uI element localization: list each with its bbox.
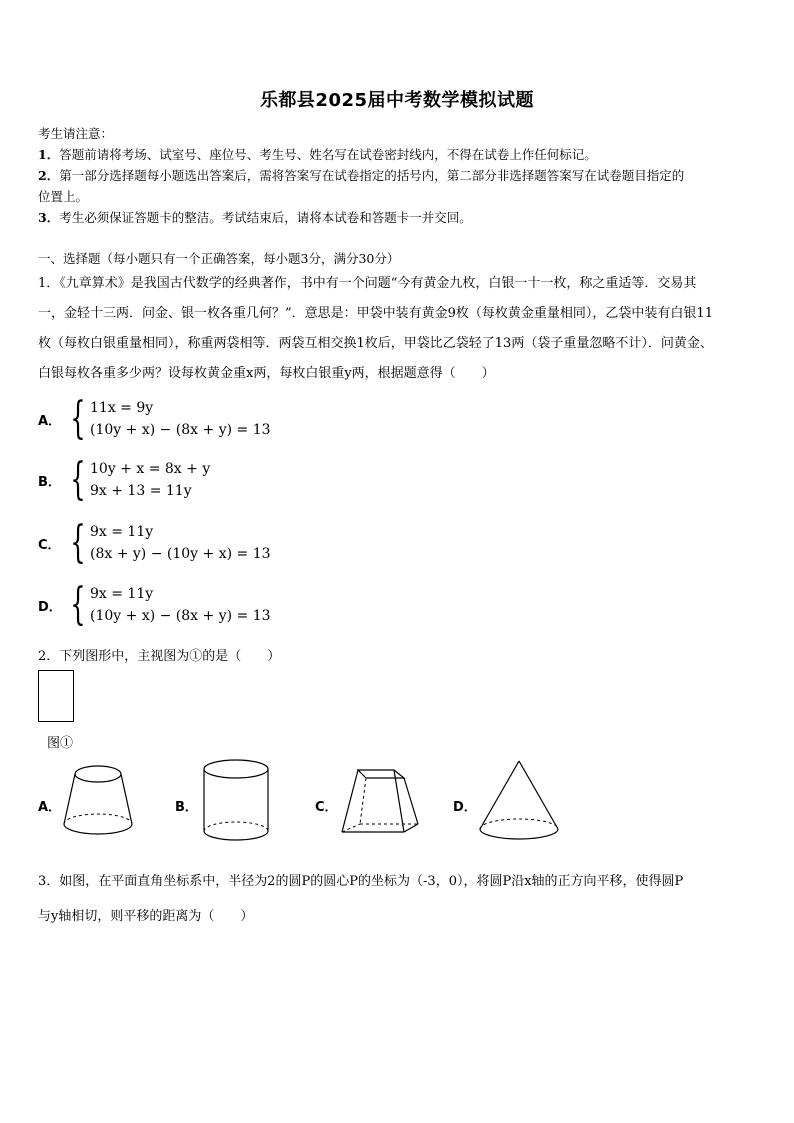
equation: (10y + x) − (8x + y) = 13 (90, 608, 271, 624)
q1-text-line: 一，金轻十三两．问金、银一枚各重几何？”．意思是：甲袋中装有黄金9枚（每枚黄金重量相同），乙袋中装有白银11 (38, 306, 713, 321)
equation: 11x = 9y (90, 400, 154, 416)
notice-heading: 考生请注意： (38, 126, 114, 141)
brace-symbol: { (70, 454, 86, 505)
option-label: C． (38, 537, 61, 553)
notice-item-number: 3． (38, 210, 60, 225)
q1-option-d[interactable] (38, 579, 271, 630)
notice-item (38, 187, 760, 205)
equation: 10y + x = 8x + y (90, 461, 211, 477)
option-label: A． (38, 413, 62, 429)
cylinder-figure[interactable] (198, 757, 274, 847)
q2-option-a-label[interactable]: A． (38, 800, 62, 815)
q1-option-a[interactable] (38, 393, 271, 444)
page-title: 乐都县2025届中考数学模拟试题 (259, 90, 535, 111)
notice-item (38, 166, 760, 184)
option-label: D． (38, 599, 62, 615)
front-view-rectangle (38, 670, 74, 722)
equation-system (90, 458, 210, 502)
q1-text-line: 1．《九章算术》是我国古代数学的经典著作，书中有一个问题“今有黄金九枚，白银一十一枚，称之重适等．交易其 (38, 276, 697, 291)
notice-item-text: 位置上。 (38, 189, 89, 204)
q3-text-line: 与y轴相切，则平移的距离为（ ） (38, 909, 254, 924)
notice-item-number: 1． (38, 147, 60, 162)
notice-item-number: 2． (38, 168, 60, 183)
prism-frustum-figure[interactable] (336, 762, 426, 842)
equation: 9x = 11y (90, 586, 154, 602)
figure-caption: 图① (47, 736, 74, 751)
q1-option-c[interactable] (38, 517, 271, 568)
brace-symbol: { (70, 579, 86, 630)
q2-option-b-label[interactable]: B． (175, 800, 198, 815)
section-heading: 一、选择题（每小题只有一个正确答案，每小题3分，满分30分） (38, 251, 400, 266)
option-label: B． (38, 474, 61, 490)
notice-item-text: 第一部分选择题每小题选出答案后，需将答案写在试卷指定的括号内，第二部分非选择题答案写在试卷题目指定的 (59, 168, 685, 183)
equation-system (90, 397, 271, 441)
notice-item-text: 答题前请将考场、试室号、座位号、考生号、姓名写在试卷密封线内，不得在试卷上作任何标记。 (59, 147, 597, 162)
q1-text-line: 白银每枚各重多少两？设每枚黄金重x两，每枚白银重y两，根据题意得（ ） (38, 366, 495, 381)
equation-system (90, 521, 271, 565)
equation: 9x + 13 = 11y (90, 483, 192, 499)
q1-option-b[interactable] (38, 454, 211, 505)
brace-symbol: { (70, 517, 86, 568)
q3-text-line: 3．如图，在平面直角坐标系中，半径为2的圆P的圆心P的坐标为（-3，0），将圆P沿x轴的正方向平移，使得圆P (38, 874, 684, 889)
equation: (8x + y) − (10y + x) = 13 (90, 546, 271, 562)
frustum-figure[interactable] (58, 762, 138, 842)
q2-option-c-label[interactable]: C． (315, 800, 338, 815)
notice-item (38, 208, 760, 226)
notice-item-text: 考生必须保证答题卡的整洁。考试结束后，请将本试卷和答题卡一并交回。 (59, 210, 472, 225)
notice-item (38, 145, 760, 163)
brace-symbol: { (70, 393, 86, 444)
q1-text-line: 枚（每枚白银重量相同），称重两袋相等．两袋互相交换1枚后，甲袋比乙袋轻了13两（袋子重量忽略不计）．问黄金、 (38, 336, 713, 351)
equation: (10y + x) − (8x + y) = 13 (90, 422, 271, 438)
q2-text: 2．下列图形中，主视图为①的是（ ） (38, 649, 281, 664)
equation-system (90, 583, 271, 627)
cone-figure[interactable] (474, 757, 564, 847)
q2-option-d-label[interactable]: D． (453, 800, 477, 815)
equation: 9x = 11y (90, 524, 154, 540)
